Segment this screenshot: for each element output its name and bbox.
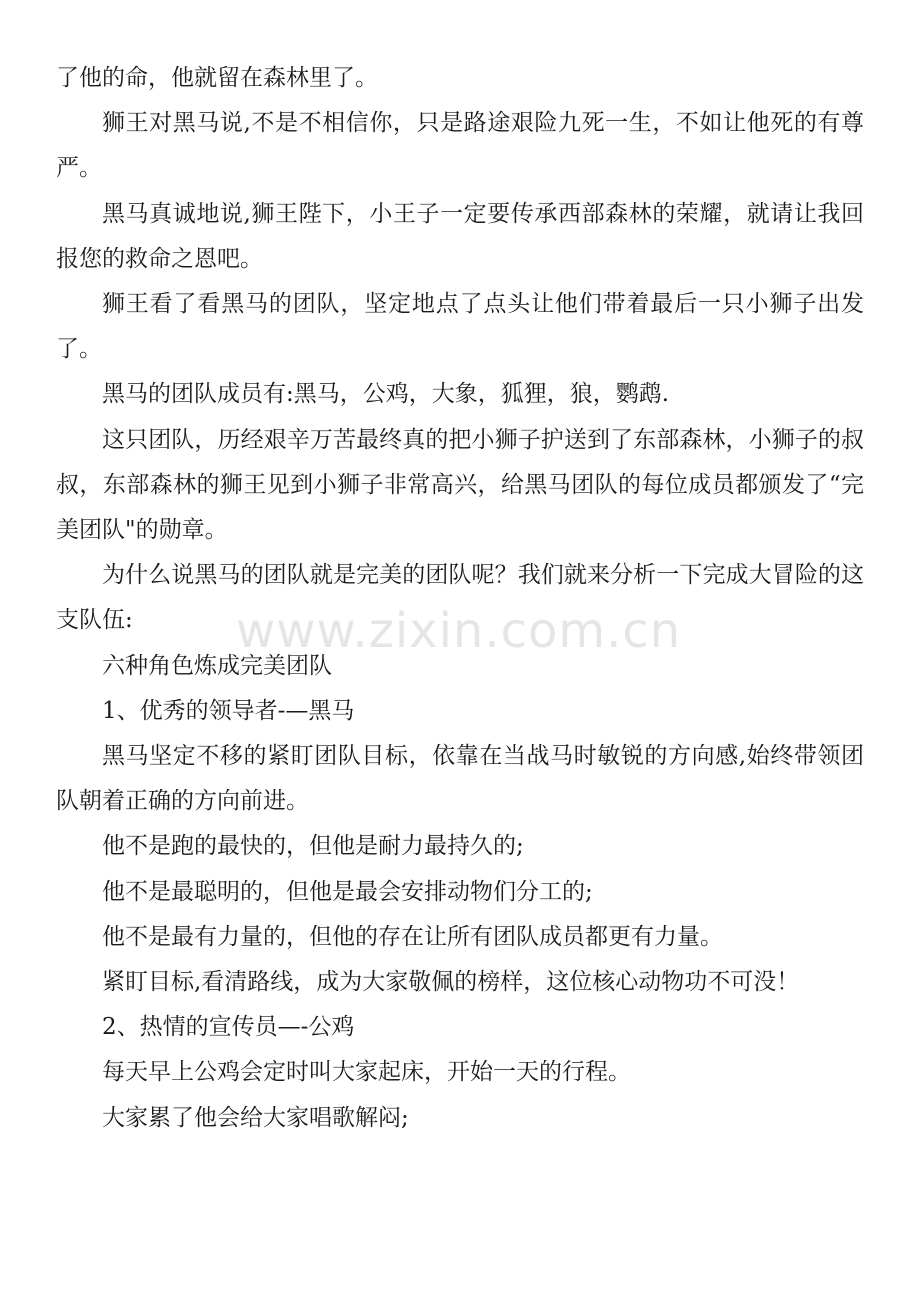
section-heading: 六种角色炼成完美团队	[102, 652, 332, 679]
paragraph-10: 黑马坚定不移的紧盯团队目标，依靠在当战马时敏锐的方向感,始终带领团队朝着正确的方向前进。	[56, 743, 864, 815]
paragraph-4: 狮王看了看黑马的团队，坚定地点了点头让他们带着最后一只小狮子出发了。	[56, 291, 864, 363]
paragraph-1: 了他的命，他就留在森林里了。	[56, 65, 378, 91]
paragraph-16: 每天早上公鸡会定时叫大家起床，开始一天的行程。	[102, 1059, 631, 1086]
role-heading-2: 2、热情的宣传员—-公鸡	[102, 1014, 355, 1041]
paragraph-3: 黑马真诚地说,狮王陛下，小王子一定要传承西部森林的荣耀，就请让我回报您的救命之恩吧。	[56, 200, 864, 272]
paragraph-14: 紧盯目标,看清路线，成为大家敬佩的榜样，这位核心动物功不可没！	[102, 969, 800, 996]
role-heading-1: 1、优秀的领导者-—黑马	[102, 697, 355, 724]
paragraph-13: 他不是最有力量的，但他的存在让所有团队成员都更有力量。	[102, 923, 723, 950]
paragraph-7: 为什么说黑马的团队就是完美的团队呢？我们就来分析一下完成大冒险的这支队伍:	[56, 562, 864, 634]
paragraph-6: 这只团队，历经艰辛万苦最终真的把小狮子护送到了东部森林，小狮子的叔叔，东部森林的狮王见到小狮子非常高兴，给黑马团队的每位成员都颁发了“完美团队"的勋章。	[56, 426, 864, 544]
watermark: www.zixin.com.cn	[236, 603, 682, 659]
paragraph-17: 大家累了他会给大家唱歌解闷;	[102, 1104, 409, 1131]
paragraph-11: 他不是跑的最快的，但他是耐力最持久的;	[102, 833, 524, 860]
paragraph-2: 狮王对黑马说,不是不相信你，只是路途艰险九死一生，不如让他死的有尊严。	[56, 110, 864, 182]
paragraph-5: 黑马的团队成员有:黑马，公鸡，大象，狐狸，狼，鹦鹉.	[102, 381, 670, 408]
paragraph-12: 他不是最聪明的，但他是最会安排动物们分工的;	[102, 878, 593, 905]
